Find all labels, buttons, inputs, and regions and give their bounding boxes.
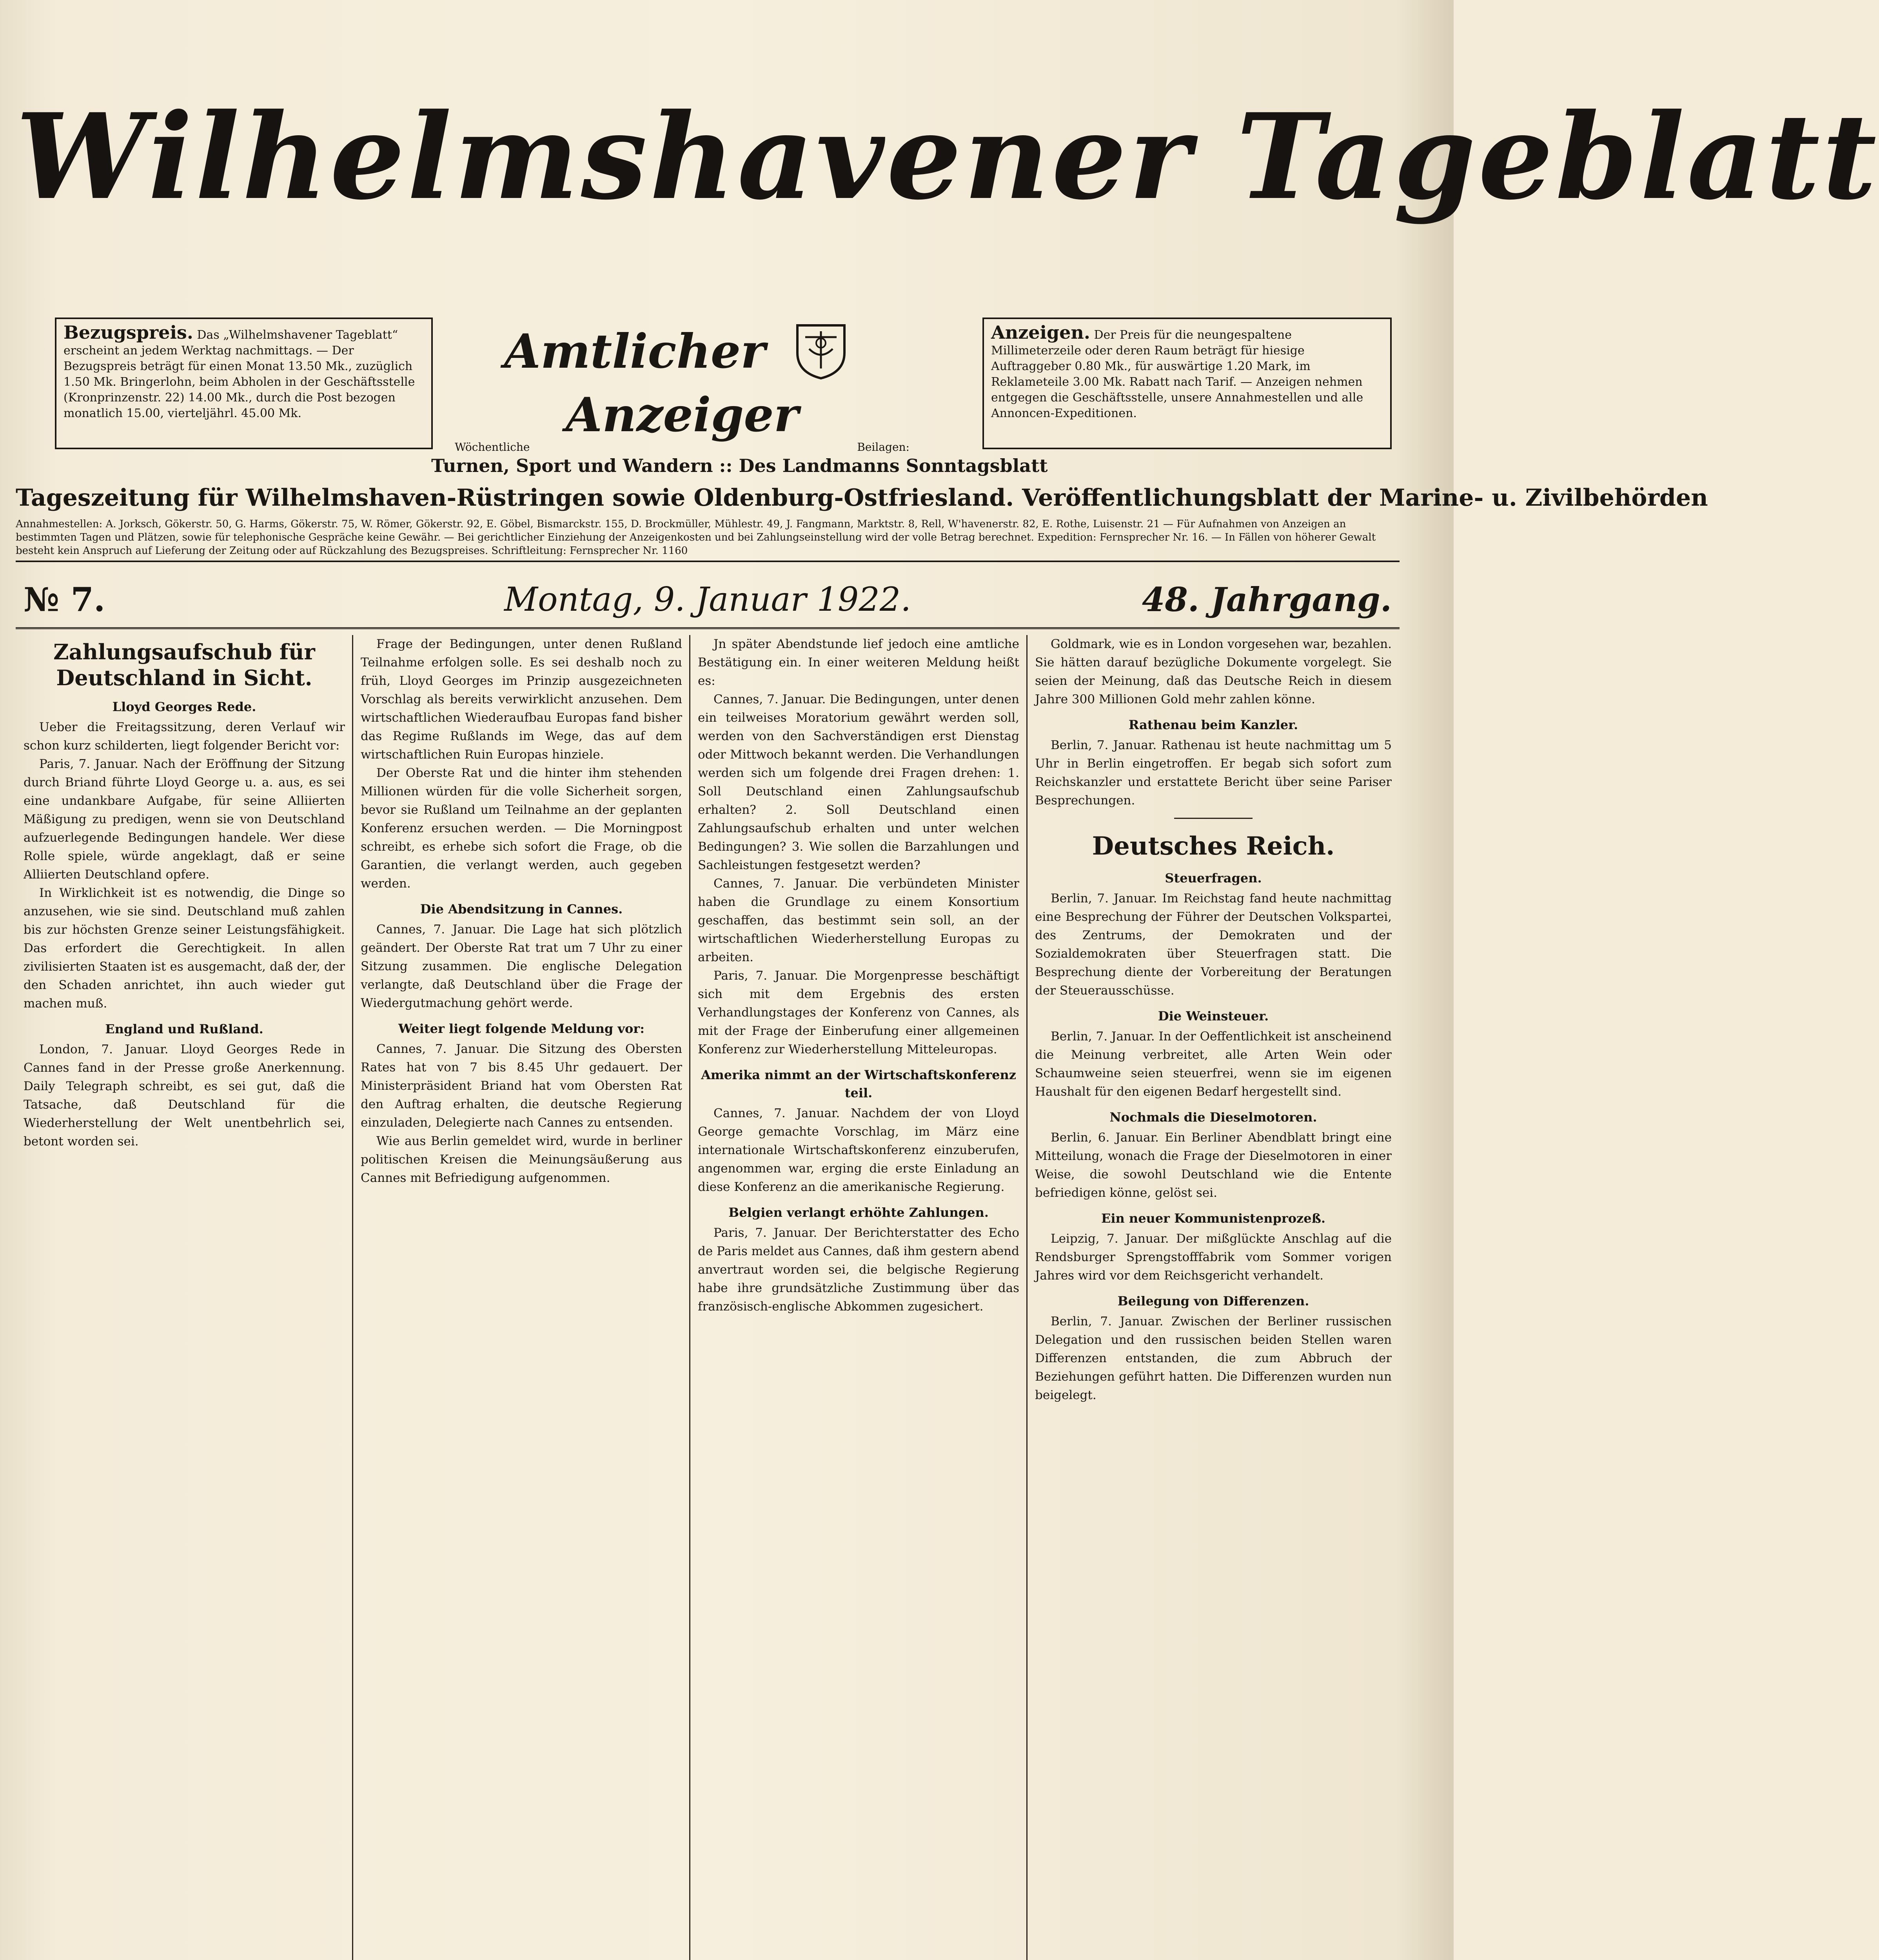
article-subhead: Beilegung von Differenzen. bbox=[1117, 1294, 1309, 1308]
section-headline: Deutsches Reich. bbox=[1092, 831, 1335, 861]
paragraph: Berlin, 6. Januar. Ein Berliner Abendblatt bringt eine Mitteilung, wonach die Frage der Dieselmotoren in einer Weise, die sowohl Deutschland wie die Entente befriedigen könne, gelöst sei. bbox=[1035, 1131, 1392, 1200]
paragraph: Berlin, 7. Januar. In der Oeffentlichkeit ist anscheinend die Meinung verbreitet, alle Arten Wein oder Schaumweine seien steuerfrei, wenn sie im eigenen Haushalt für den eigenen Bedarf hergestellt sind. bbox=[1035, 1029, 1392, 1099]
column-rule bbox=[352, 635, 353, 1960]
newspaper-title: Wilhelmshavener Tageblatt bbox=[16, 87, 1879, 226]
paragraph: Berlin, 7. Januar. Zwischen der Berliner russischen Delegation und den russischen beiden Stellen waren Differenzen entstanden, die zum Abbruch der Beziehungen geführt hatten. Die Differenzen wurden nun beigelegt. bbox=[1035, 1314, 1392, 1402]
article-subhead: Die Weinsteuer. bbox=[1158, 1009, 1269, 1024]
article-columns bbox=[16, 635, 1400, 1960]
paragraph: London, 7. Januar. Lloyd Georges Rede in Cannes fand in der Presse große Anerkennung. Daily Telegraph schreibt, es sei gut, daß die Tatsache, daß Deutschland für die Wiederherstellung der Welt unentbehrlich sei, betont worden sei. bbox=[24, 1042, 345, 1149]
article-subhead: Nochmals die Dieselmotoren. bbox=[1109, 1110, 1317, 1125]
amtlicher-word: Amtlicher bbox=[504, 324, 766, 379]
column-4 bbox=[1035, 635, 1392, 1960]
article-subhead: Lloyd Georges Rede. bbox=[112, 699, 256, 714]
bezugspreis-label: Bezugspreis. bbox=[64, 322, 193, 343]
column-rule bbox=[689, 635, 690, 1960]
anzeigen-box bbox=[982, 318, 1392, 449]
paragraph: Frage der Bedingungen, unter denen Rußland Teilnahme erfolgen solle. Es sei deshalb noch zu früh, Lloyd Georges im Prinzip ausgezeichneten Vorschlag als bereits verwirklicht anzusehen. Dem wirtschaftlichen Wiederaufbau Europas fand bisher das Regime Rußlands im Wege, das auf dem wirtschaftlichen Ruin Europas hinziele. bbox=[361, 637, 682, 762]
article-subhead: Die Abendsitzung in Cannes. bbox=[420, 902, 623, 916]
paragraph: Paris, 7. Januar. Der Berichterstatter des Echo de Paris meldet aus Cannes, daß ihm gestern abend anvertraut worden sei, die belgische Regierung habe ihre grundsätzliche Zustimmung über das französisch-englische Abkommen zugesichert. bbox=[698, 1226, 1019, 1314]
article-subhead: Weiter liegt folgende Meldung vor: bbox=[398, 1021, 645, 1036]
paragraph: Jn später Abendstunde lief jedoch eine amtliche Bestätigung ein. In einer weiteren Meldung heißt es: bbox=[698, 637, 1019, 688]
anzeigen-text: Der Preis für die neungespaltene Millimeterzeile oder deren Raum beträgt für hiesige Auftraggeber 0.80 Mk., für auswärtige 1.20 Mark, im Reklameteile 3.00 Mk. Rabatt nach Tarif. — Anzeigen nehmen entgegen die Geschäftsstelle, unsere Annahmestellen und alle Annoncen-Expeditionen. bbox=[991, 328, 1363, 420]
article-headline: Zahlungsaufschub für Deutschland in Sicht. bbox=[53, 639, 315, 690]
article-subhead: Ein neuer Kommunistenprozeß. bbox=[1101, 1211, 1326, 1226]
paragraph: Cannes, 7. Januar. Die Bedingungen, unter denen ein teilweises Moratorium gewährt werden soll, werden von den Sachverständigen erst Dienstag oder Mittwoch bekannt werden. Die Verhandlungen werden sich um folgende drei Fragen drehen: 1. Soll Deutschland einen Zahlungsaufschub erhalten? 2. Soll Deutschland einen Zahlungsaufschub erhalten und unter welchen Bedingungen? 3. Wie sollen die Barzahlungen und Sachleistungen festgesetzt werden? bbox=[698, 692, 1019, 872]
jahrgang: 48. Jahrgang. bbox=[1142, 580, 1392, 619]
issue-date: Montag, 9. Januar 1922. bbox=[504, 580, 911, 619]
column-rule bbox=[1026, 635, 1028, 1960]
paragraph: Paris, 7. Januar. Nach der Eröffnung der Sitzung durch Briand führte Lloyd George u. a. aus, es sei eine undankbare Aufgabe, für seine Alliierten Mäßigung zu predigen, wenn sie von Deutschland aufzuerlegende Bedingungen handele. Wer diese Rolle spiele, würde angeklagt, daß er seine Alliierten Deutschland opfere. bbox=[24, 757, 345, 882]
article-subhead: Steuerfragen. bbox=[1165, 871, 1262, 886]
tagline: Tageszeitung für Wilhelmshaven-Rüstringen sowie Oldenburg-Ostfriesland. Veröffentlichungsblatt der Marine- u. Zivilbehörden bbox=[16, 484, 1708, 512]
paragraph: In Wirklichkeit ist es notwendig, die Dinge so anzusehen, wie sie sind. Deutschland muß zahlen bis zur höchsten Grenze seiner Leistungsfähigkeit. Das erfordert die Gerechtigkeit. In allen zivilisierten Staaten ist es ausgemacht, daß der, der den Schaden anrichtet, ihn auch wieder gut machen muß. bbox=[24, 886, 345, 1011]
paragraph: Berlin, 7. Januar. Rathenau ist heute nachmittag um 5 Uhr in Berlin eingetroffen. Er begab sich sofort zum Reichskanzler und erstattete Bericht über seine Pariser Besprechungen. bbox=[1035, 738, 1392, 808]
beilagen-line: Turnen, Sport und Wandern :: Des Landmanns Sonntagsblatt bbox=[431, 455, 1048, 476]
column-1 bbox=[24, 635, 345, 1960]
section-divider bbox=[1174, 818, 1253, 819]
column-3 bbox=[698, 635, 1019, 1960]
anzeigen-label: Anzeigen. bbox=[991, 322, 1090, 343]
article-subhead: Rathenau beim Kanzler. bbox=[1128, 717, 1298, 732]
paragraph: Wie aus Berlin gemeldet wird, wurde in berliner politischen Kreisen die Meinungsäußerung aus Cannes mit Befriedigung aufgenommen. bbox=[361, 1134, 682, 1185]
issue-number: № 7. bbox=[24, 580, 105, 619]
article-subhead: Amerika nimmt an der Wirtschaftskonferenz teil. bbox=[701, 1067, 1016, 1100]
article-subhead: England und Rußland. bbox=[105, 1022, 263, 1036]
annahmestellen-line: Annahmestellen: A. Jorksch, Gökerstr. 50, G. Harms, Gökerstr. 75, W. Römer, Gökerstr. 92, E. Göbel, Bismarckstr. 155, D. Brockmüller, Mühlestr. 49, J. Fangmann, Marktstr. 8, Rell, W'havenerstr. 82, E. Rothe, Luisenstr. 21 — Für Aufnahmen von Anzeigen an bestimmten Tagen und Plätzen, sowie für telephonische Gespräche keine Gewähr. — Bei gerichtlicher Einziehung der Anzeigenkosten und bei Zahlungseinstellung wird der volle Betrag berechnet. Expedition: Fernsprecher Nr. 16. — In Fällen von höherer Gewalt besteht kein Anspruch auf Lieferung der Zeitung oder auf Rückzahlung des Bezugspreises. Schriftleitung: Fernsprecher Nr. 1160 bbox=[16, 517, 1400, 562]
woechentliche-label: Wöchentliche bbox=[455, 441, 530, 454]
paragraph: Berlin, 7. Januar. Im Reichstag fand heute nachmittag eine Besprechung der Führer der Deutschen Volkspartei, des Zentrums, der Demokraten und der Sozialdemokraten über Steuerfragen statt. Die Besprechung diente der Vorbereitung der Beratungen der Steuerausschüsse. bbox=[1035, 891, 1392, 998]
paragraph: Cannes, 7. Januar. Die Lage hat sich plötzlich geändert. Der Oberste Rat trat um 7 Uhr zu einer Sitzung zusammen. Die englische Delegation verlangte, daß Deutschland über die Frage der Wiedergutmachung gehört werde. bbox=[361, 922, 682, 1010]
beilagen-label: Beilagen: bbox=[857, 441, 910, 454]
paragraph: Cannes, 7. Januar. Die verbündeten Minister haben die Grundlage zu einem Konsortium geschaffen, das bestimmt sein soll, an der wirtschaftlichen Wiederherstellung Europas zu arbeiten. bbox=[698, 877, 1019, 964]
paragraph: Der Oberste Rat und die hinter ihm stehenden Millionen würden für die volle Sicherheit sorgen, bevor sie Rußland um Teilnahme an der geplanten Konferenz ersuchen werden. — Die Morningpost schreibt, es erhebe sich sofort die Frage, ob die Garantien, die verlangt werden, auch gegeben werden. bbox=[361, 766, 682, 891]
column-2 bbox=[361, 635, 682, 1960]
paragraph: Leipzig, 7. Januar. Der mißglückte Anschlag auf die Rendsburger Sprengstofffabrik vom Sommer vorigen Jahres wird vor dem Reichsgericht verhandelt. bbox=[1035, 1232, 1392, 1283]
city-crest-icon bbox=[782, 321, 860, 390]
anzeiger-word: Anzeiger bbox=[566, 387, 799, 443]
paragraph: Cannes, 7. Januar. Nachdem der von Lloyd George gemachte Vorschlag, im März eine internationale Wirtschaftskonferenz einzuberufen, angenommen war, erging die erste Einladung an diese Konferenz an die amerikanische Regierung. bbox=[698, 1106, 1019, 1194]
article-subhead: Belgien verlangt erhöhte Zahlungen. bbox=[728, 1205, 989, 1220]
paragraph: Paris, 7. Januar. Die Morgenpresse beschäftigt sich mit dem Ergebnis des ersten Verhandlungstages der Konferenz von Cannes, als mit der Frage der Einberufung einer allgemeinen Konferenz zur Wiederherstellung Mitteleuropas. bbox=[698, 969, 1019, 1056]
paragraph: Cannes, 7. Januar. Die Sitzung des Obersten Rates hat von 7 bis 8.45 Uhr gedauert. Der Ministerpräsident Briand hat vom Obersten Rat den Auftrag erhalten, die deutsche Regierung einzuladen, Delegierte nach Cannes zu entsenden. bbox=[361, 1042, 682, 1130]
dateline bbox=[16, 572, 1400, 629]
bezugspreis-box bbox=[55, 318, 433, 449]
masthead bbox=[16, 71, 1879, 290]
newspaper-sheet bbox=[16, 71, 1879, 1960]
paragraph: Goldmark, wie es in London vorgesehen war, bezahlen. Sie hätten darauf bezügliche Dokumente vorgelegt. Sie seien der Meinung, daß das Deutsche Reich in diesem Jahre 300 Millionen Gold mehr zahlen könne. bbox=[1035, 637, 1392, 706]
paragraph: Ueber die Freitagssitzung, deren Verlauf wir schon kurz schilderten, liegt folgender Bericht vor: bbox=[24, 720, 345, 753]
bezugspreis-text: Das „Wilhelmshavener Tageblatt“ erscheint an jedem Werktag nachmittags. — Der Bezugspreis beträgt für einen Monat 13.50 Mk., zuzüglich 1.50 Mk. Bringerlohn, beim Abholen in der Geschäftsstelle (Kronprinzenstr. 22) 14.00 Mk., durch die Post bezogen monatlich 15.00, vierteljährl. 45.00 Mk. bbox=[64, 328, 415, 420]
